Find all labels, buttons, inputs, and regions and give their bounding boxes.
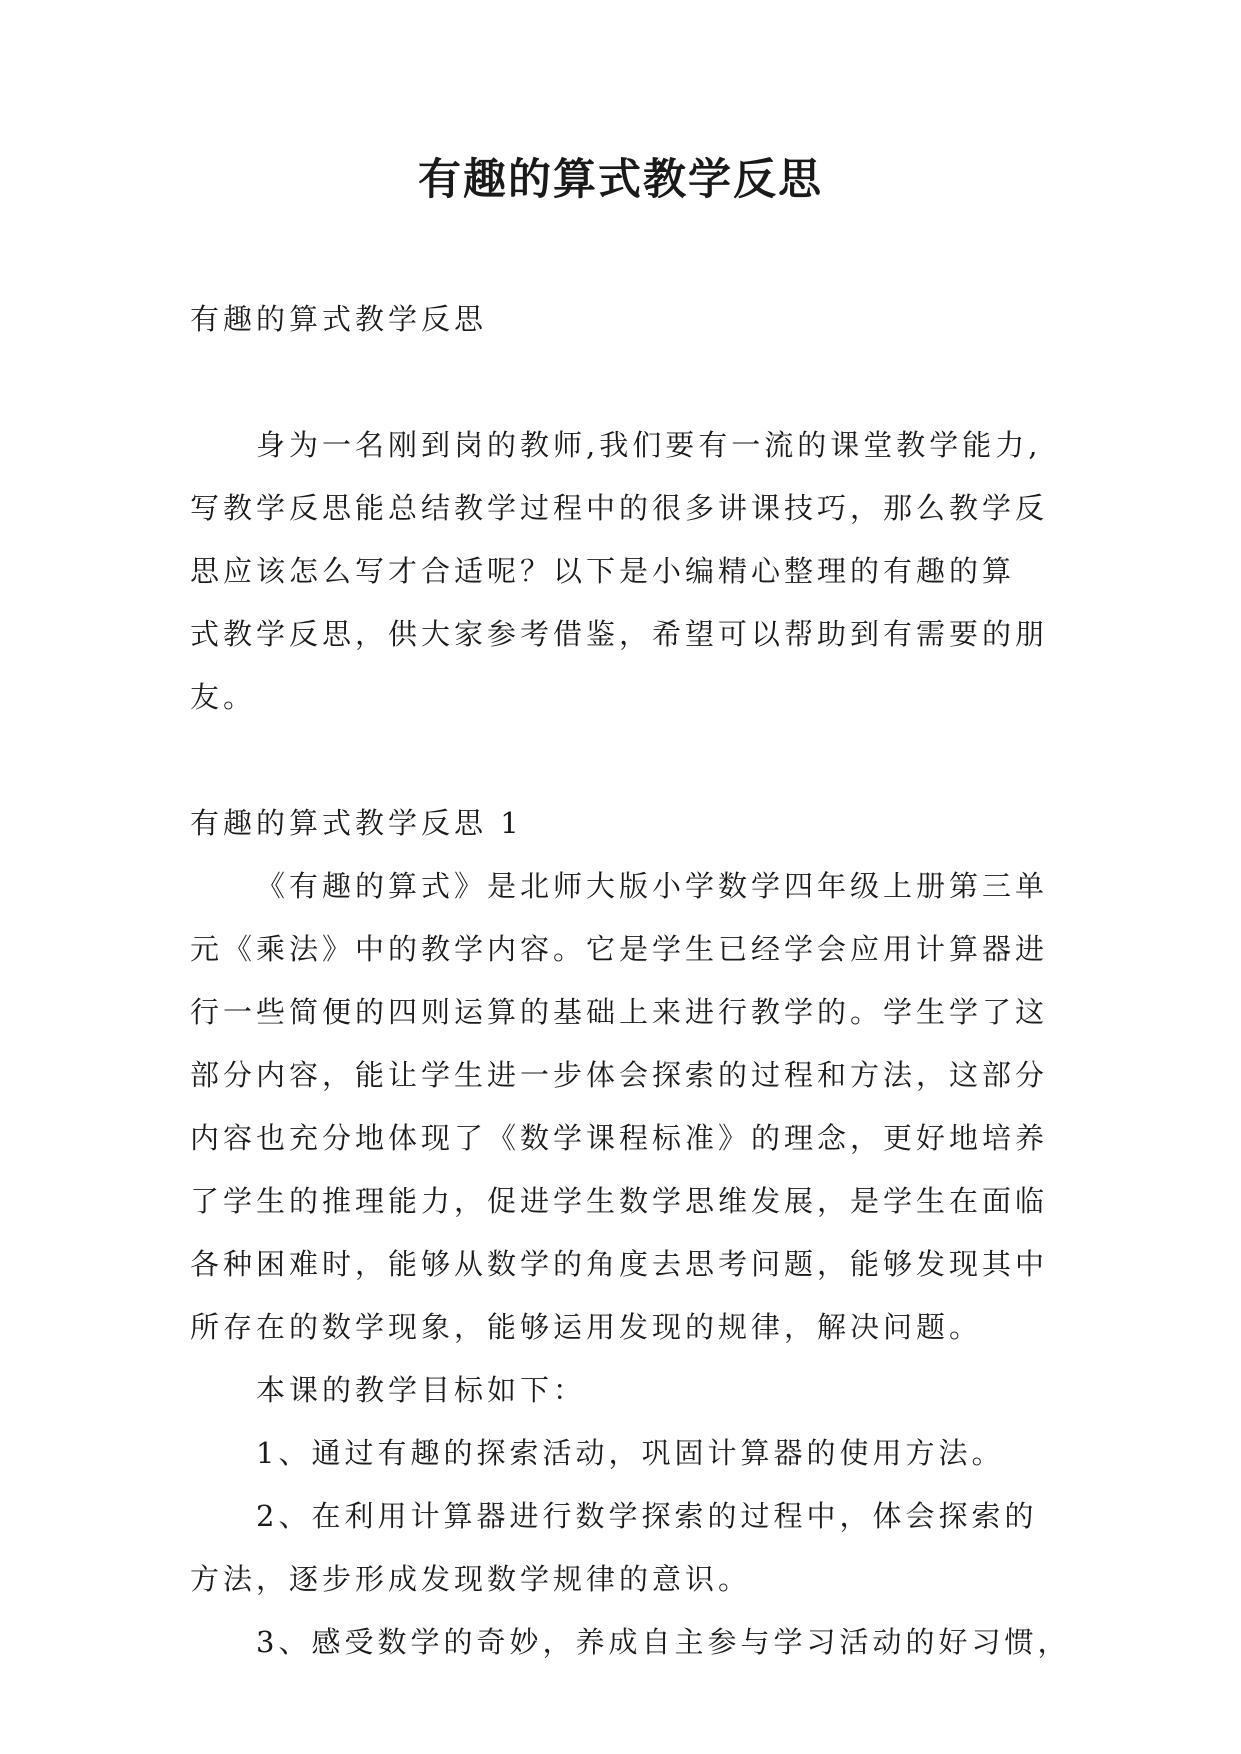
- section1-line: 行一些简便的四则运算的基础上来进行教学的。学生学了这: [190, 995, 1049, 1029]
- section1-paragraph: [190, 855, 1050, 1359]
- goal-item-3: 3、感受数学的奇妙，养成自主参与学习活动的好习惯，: [256, 1625, 1071, 1659]
- goal-item-1: 1、通过有趣的探索活动，巩固计算器的使用方法。: [256, 1436, 1005, 1470]
- document-subtitle: 有趣的算式教学反思: [190, 302, 488, 336]
- intro-line: 友。: [190, 680, 257, 714]
- document-body: [190, 288, 1071, 1674]
- goal2-line: 2、在利用计算器进行数学探索的过程中，体会探索的: [256, 1499, 1038, 1533]
- intro-line: 身为一名刚到岗的教师,我们要有一流的课堂教学能力,: [256, 428, 1042, 462]
- spacer: [190, 729, 1050, 792]
- section1-line: 了学生的推理能力，促进学生数学思维发展，是学生在面临: [190, 1184, 1049, 1218]
- intro-line: 思应该怎么写才合适呢？以下是小编精心整理的有趣的算: [190, 554, 1016, 588]
- document-title: 有趣的算式教学反思: [418, 155, 823, 205]
- section1-line: 所存在的数学现象，能够运用发现的规律，解决问题。: [190, 1310, 983, 1344]
- section-heading: 有趣的算式教学反思 1: [190, 806, 523, 840]
- spacer: [190, 351, 1050, 414]
- goal-item-2: [190, 1485, 1050, 1611]
- section1-line: 内容也充分地体现了《数学课程标准》的理念，更好地培养: [190, 1121, 1049, 1155]
- goals-intro: 本课的教学目标如下：: [256, 1373, 587, 1407]
- goal2-line: 方法，逐步形成发现数学规律的意识。: [190, 1562, 752, 1596]
- intro-line: 式教学反思，供大家参考借鉴，希望可以帮助到有需要的朋: [190, 617, 1049, 651]
- section1-line: 部分内容，能让学生进一步体会探索的过程和方法，这部分: [190, 1058, 1049, 1092]
- intro-paragraph: [190, 414, 1050, 729]
- intro-line: 写教学反思能总结教学过程中的很多讲课技巧，那么教学反: [190, 491, 1049, 525]
- section1-line: 元《乘法》中的教学内容。它是学生已经学会应用计算器进: [190, 932, 1049, 966]
- section1-line: 各种困难时，能够从数学的角度去思考问题，能够发现其中: [190, 1247, 1049, 1281]
- section1-line: 《有趣的算式》是北师大版小学数学四年级上册第三单: [256, 869, 1049, 903]
